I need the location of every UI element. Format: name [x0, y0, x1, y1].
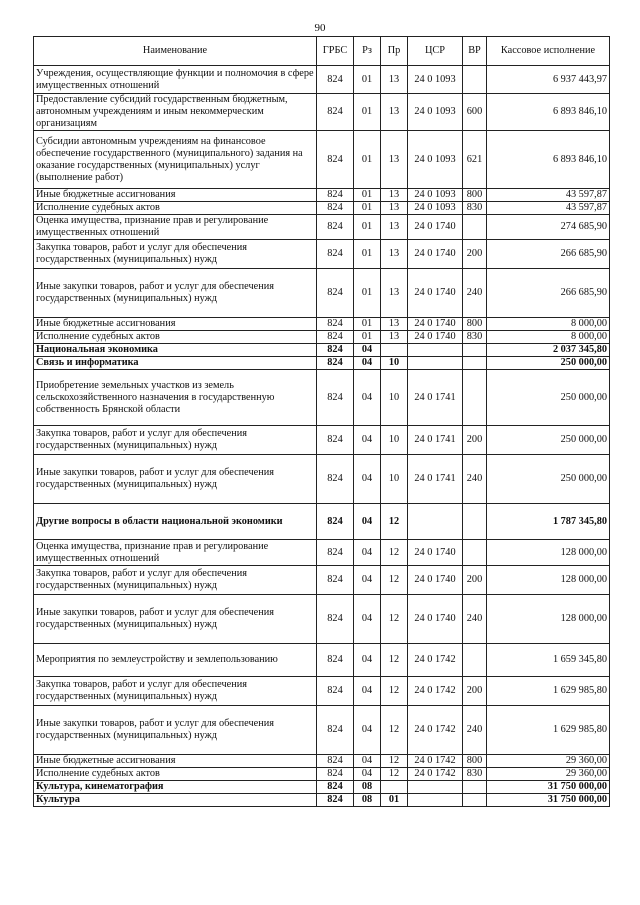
cell-csr: 24 0 1742: [408, 677, 463, 706]
cell-name: Исполнение судебных актов: [34, 202, 317, 215]
cell-csr: 24 0 1740: [408, 240, 463, 269]
cell-pr: 10: [381, 455, 408, 504]
cell-rz: 01: [354, 131, 381, 189]
cell-csr: [408, 781, 463, 794]
cell-vr: [463, 504, 487, 540]
cell-vr: [463, 344, 487, 357]
cell-grbs: 824: [317, 66, 354, 94]
cell-csr: 24 0 1093: [408, 202, 463, 215]
cell-name: Иные закупки товаров, работ и услуг для обеспечения государственных (муниципальных) нужд: [34, 595, 317, 644]
cell-vr: [463, 66, 487, 94]
header-pr: Пр: [381, 37, 408, 66]
cell-vr: 200: [463, 566, 487, 595]
table-row: [34, 240, 610, 269]
cell-rz: 04: [354, 357, 381, 370]
cell-grbs: 824: [317, 768, 354, 781]
cell-name: Приобретение земельных участков из земель сельскохозяйственного назначения в государственную собственность Брянской области: [34, 370, 317, 426]
cell-rz: 01: [354, 331, 381, 344]
cell-name: Иные закупки товаров, работ и услуг для обеспечения государственных (муниципальных) нужд: [34, 455, 317, 504]
cell-pr: 13: [381, 131, 408, 189]
header-name: Наименование: [34, 37, 317, 66]
cell-vr: 200: [463, 240, 487, 269]
cell-pr: 13: [381, 240, 408, 269]
cell-amount: 6 937 443,97: [487, 66, 610, 94]
table-row: [34, 269, 610, 318]
cell-name: Иные закупки товаров, работ и услуг для обеспечения государственных (муниципальных) нужд: [34, 706, 317, 755]
cell-name: Закупка товаров, работ и услуг для обеспечения государственных (муниципальных) нужд: [34, 426, 317, 455]
cell-amount: 274 685,90: [487, 215, 610, 240]
cell-rz: 04: [354, 677, 381, 706]
cell-csr: [408, 357, 463, 370]
cell-csr: 24 0 1742: [408, 706, 463, 755]
cell-pr: 01: [381, 794, 408, 807]
cell-pr: 10: [381, 357, 408, 370]
cell-vr: [463, 644, 487, 677]
cell-pr: 12: [381, 595, 408, 644]
cell-rz: 04: [354, 504, 381, 540]
cell-pr: 13: [381, 318, 408, 331]
cell-grbs: 824: [317, 504, 354, 540]
cell-csr: 24 0 1742: [408, 768, 463, 781]
cell-amount: 128 000,00: [487, 540, 610, 566]
cell-grbs: 824: [317, 644, 354, 677]
cell-csr: 24 0 1740: [408, 269, 463, 318]
cell-pr: 12: [381, 540, 408, 566]
cell-pr: 13: [381, 202, 408, 215]
cell-rz: 04: [354, 768, 381, 781]
table-row: [34, 66, 610, 94]
cell-pr: [381, 344, 408, 357]
cell-grbs: 824: [317, 131, 354, 189]
cell-rz: 01: [354, 66, 381, 94]
cell-rz: 04: [354, 344, 381, 357]
cell-name: Оценка имущества, признание прав и регулирование имущественных отношений: [34, 215, 317, 240]
cell-amount: 43 597,87: [487, 189, 610, 202]
cell-csr: 24 0 1740: [408, 566, 463, 595]
cell-pr: [381, 781, 408, 794]
cell-grbs: 824: [317, 94, 354, 131]
cell-grbs: 824: [317, 426, 354, 455]
cell-name: Культура: [34, 794, 317, 807]
cell-amount: 43 597,87: [487, 202, 610, 215]
cell-csr: 24 0 1740: [408, 331, 463, 344]
cell-rz: 01: [354, 202, 381, 215]
cell-amount: 250 000,00: [487, 357, 610, 370]
cell-csr: 24 0 1740: [408, 215, 463, 240]
cell-grbs: 824: [317, 240, 354, 269]
cell-pr: 13: [381, 269, 408, 318]
cell-name: Мероприятия по землеустройству и землепользованию: [34, 644, 317, 677]
cell-amount: 1 629 985,80: [487, 677, 610, 706]
cell-vr: [463, 540, 487, 566]
cell-grbs: 824: [317, 566, 354, 595]
table-row: [34, 370, 610, 426]
header-amount: Кассовое исполнение: [487, 37, 610, 66]
cell-name: Предоставление субсидий государственным бюджетным, автономным учреждениям и иным некоммерческим организациям: [34, 94, 317, 131]
cell-name: Иные закупки товаров, работ и услуг для обеспечения государственных (муниципальных) нужд: [34, 269, 317, 318]
table-row: [34, 794, 610, 807]
cell-vr: 830: [463, 768, 487, 781]
cell-vr: 240: [463, 455, 487, 504]
cell-amount: 128 000,00: [487, 566, 610, 595]
table-row: [34, 318, 610, 331]
cell-pr: 13: [381, 66, 408, 94]
cell-amount: 250 000,00: [487, 455, 610, 504]
table-row: [34, 344, 610, 357]
table-row: [34, 540, 610, 566]
cell-grbs: 824: [317, 189, 354, 202]
cell-csr: 24 0 1741: [408, 370, 463, 426]
cell-csr: 24 0 1740: [408, 540, 463, 566]
cell-pr: 12: [381, 677, 408, 706]
cell-rz: 04: [354, 455, 381, 504]
table-row: [34, 755, 610, 768]
cell-vr: [463, 357, 487, 370]
cell-name: Закупка товаров, работ и услуг для обеспечения государственных (муниципальных) нужд: [34, 240, 317, 269]
table-row: [34, 202, 610, 215]
cell-grbs: 824: [317, 706, 354, 755]
cell-csr: 24 0 1740: [408, 595, 463, 644]
cell-rz: 04: [354, 426, 381, 455]
page-number: 90: [314, 22, 326, 34]
cell-rz: 01: [354, 94, 381, 131]
cell-rz: 04: [354, 755, 381, 768]
cell-amount: 31 750 000,00: [487, 781, 610, 794]
cell-grbs: 824: [317, 455, 354, 504]
cell-amount: 250 000,00: [487, 426, 610, 455]
cell-pr: 13: [381, 94, 408, 131]
table-header-row: [34, 37, 610, 66]
cell-csr: 24 0 1093: [408, 94, 463, 131]
cell-grbs: 824: [317, 202, 354, 215]
header-grbs: ГРБС: [317, 37, 354, 66]
cell-csr: 24 0 1741: [408, 426, 463, 455]
cell-pr: 13: [381, 331, 408, 344]
cell-rz: 04: [354, 566, 381, 595]
cell-vr: 200: [463, 426, 487, 455]
cell-csr: 24 0 1740: [408, 318, 463, 331]
table-row: [34, 768, 610, 781]
cell-pr: 10: [381, 426, 408, 455]
cell-vr: 800: [463, 189, 487, 202]
cell-amount: 6 893 846,10: [487, 131, 610, 189]
cell-name: Другие вопросы в области национальной экономики: [34, 504, 317, 540]
cell-rz: 01: [354, 318, 381, 331]
cell-pr: 12: [381, 644, 408, 677]
table-row: [34, 781, 610, 794]
cell-pr: 13: [381, 215, 408, 240]
cell-grbs: 824: [317, 755, 354, 768]
table-row: [34, 504, 610, 540]
cell-vr: 240: [463, 595, 487, 644]
header-vr: ВР: [463, 37, 487, 66]
cell-vr: 621: [463, 131, 487, 189]
cell-rz: 04: [354, 706, 381, 755]
cell-name: Национальная экономика: [34, 344, 317, 357]
cell-amount: 8 000,00: [487, 318, 610, 331]
cell-pr: 13: [381, 189, 408, 202]
cell-name: Закупка товаров, работ и услуг для обеспечения государственных (муниципальных) нужд: [34, 566, 317, 595]
cell-name: Иные бюджетные ассигнования: [34, 318, 317, 331]
cell-amount: 1 659 345,80: [487, 644, 610, 677]
cell-vr: [463, 794, 487, 807]
cell-amount: 1 629 985,80: [487, 706, 610, 755]
table-row: [34, 94, 610, 131]
cell-grbs: 824: [317, 794, 354, 807]
cell-pr: 12: [381, 504, 408, 540]
table-row: [34, 215, 610, 240]
table-row: [34, 357, 610, 370]
cell-rz: 01: [354, 189, 381, 202]
cell-amount: 266 685,90: [487, 269, 610, 318]
cell-amount: 31 750 000,00: [487, 794, 610, 807]
cell-vr: [463, 781, 487, 794]
table-row: [34, 677, 610, 706]
cell-amount: 8 000,00: [487, 331, 610, 344]
cell-pr: 12: [381, 566, 408, 595]
cell-pr: 12: [381, 706, 408, 755]
cell-grbs: 824: [317, 344, 354, 357]
table-row: [34, 644, 610, 677]
table-row: [34, 131, 610, 189]
cell-csr: 24 0 1093: [408, 66, 463, 94]
cell-amount: 250 000,00: [487, 370, 610, 426]
cell-name: Закупка товаров, работ и услуг для обеспечения государственных (муниципальных) нужд: [34, 677, 317, 706]
cell-name: Учреждения, осуществляющие функции и полномочия в сфере имущественных отношений: [34, 66, 317, 94]
cell-pr: 12: [381, 768, 408, 781]
cell-grbs: 824: [317, 540, 354, 566]
cell-grbs: 824: [317, 781, 354, 794]
cell-name: Иные бюджетные ассигнования: [34, 189, 317, 202]
budget-table: [33, 36, 610, 807]
cell-vr: 200: [463, 677, 487, 706]
cell-rz: 01: [354, 240, 381, 269]
cell-pr: 10: [381, 370, 408, 426]
table-row: [34, 331, 610, 344]
cell-grbs: 824: [317, 318, 354, 331]
cell-csr: 24 0 1093: [408, 189, 463, 202]
cell-vr: 240: [463, 269, 487, 318]
table-body: [34, 66, 610, 807]
header-csr: ЦСР: [408, 37, 463, 66]
cell-grbs: 824: [317, 370, 354, 426]
cell-vr: [463, 370, 487, 426]
cell-grbs: 824: [317, 677, 354, 706]
cell-csr: 24 0 1741: [408, 455, 463, 504]
cell-amount: 6 893 846,10: [487, 94, 610, 131]
cell-pr: 12: [381, 755, 408, 768]
header-rz: Рз: [354, 37, 381, 66]
cell-rz: 04: [354, 595, 381, 644]
cell-amount: 29 360,00: [487, 768, 610, 781]
cell-csr: 24 0 1093: [408, 131, 463, 189]
cell-amount: 266 685,90: [487, 240, 610, 269]
cell-vr: 800: [463, 318, 487, 331]
table-row: [34, 455, 610, 504]
cell-name: Иные бюджетные ассигнования: [34, 755, 317, 768]
cell-rz: 04: [354, 540, 381, 566]
cell-vr: 830: [463, 202, 487, 215]
cell-vr: [463, 215, 487, 240]
table-row: [34, 595, 610, 644]
cell-amount: 29 360,00: [487, 755, 610, 768]
cell-grbs: 824: [317, 357, 354, 370]
cell-name: Связь и информатика: [34, 357, 317, 370]
cell-csr: [408, 794, 463, 807]
cell-amount: 128 000,00: [487, 595, 610, 644]
cell-rz: 01: [354, 215, 381, 240]
cell-rz: 08: [354, 794, 381, 807]
cell-csr: 24 0 1742: [408, 755, 463, 768]
cell-grbs: 824: [317, 331, 354, 344]
cell-csr: [408, 504, 463, 540]
cell-rz: 04: [354, 370, 381, 426]
cell-name: Оценка имущества, признание прав и регулирование имущественных отношений: [34, 540, 317, 566]
cell-csr: 24 0 1742: [408, 644, 463, 677]
table-row: [34, 189, 610, 202]
cell-vr: 800: [463, 755, 487, 768]
cell-name: Субсидии автономным учреждениям на финансовое обеспечение государственного (муниципального) задания на оказание государственных (муниципальных) услуг (выполнение работ): [34, 131, 317, 189]
cell-vr: 600: [463, 94, 487, 131]
cell-grbs: 824: [317, 595, 354, 644]
cell-rz: 08: [354, 781, 381, 794]
table-row: [34, 706, 610, 755]
table-row: [34, 566, 610, 595]
cell-vr: 240: [463, 706, 487, 755]
cell-rz: 04: [354, 644, 381, 677]
cell-rz: 01: [354, 269, 381, 318]
cell-amount: 1 787 345,80: [487, 504, 610, 540]
cell-name: Исполнение судебных актов: [34, 768, 317, 781]
cell-vr: 830: [463, 331, 487, 344]
cell-amount: 2 037 345,80: [487, 344, 610, 357]
cell-csr: [408, 344, 463, 357]
cell-name: Культура, кинематография: [34, 781, 317, 794]
table-row: [34, 426, 610, 455]
cell-grbs: 824: [317, 269, 354, 318]
cell-name: Исполнение судебных актов: [34, 331, 317, 344]
cell-grbs: 824: [317, 215, 354, 240]
